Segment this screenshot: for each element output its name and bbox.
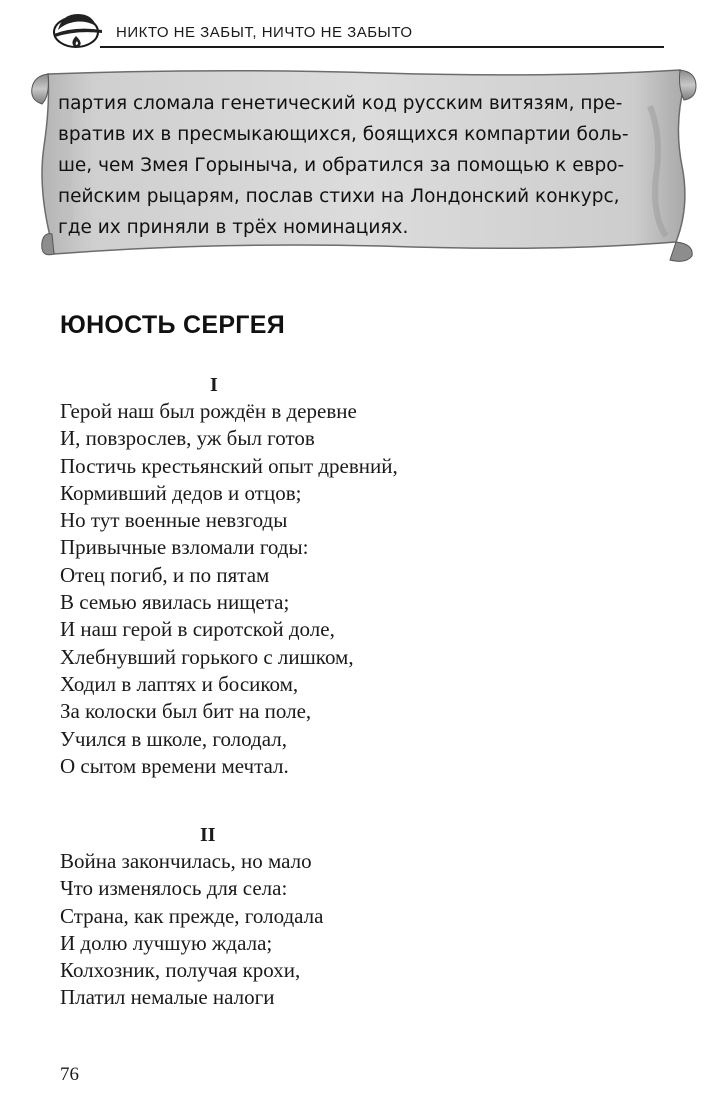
verse-line: Отец погиб, и по пятам	[60, 562, 270, 587]
verse-line: Ходил в лаптях и босиком,	[60, 671, 299, 696]
verse-line: Учился в школе, голодал,	[60, 726, 287, 751]
scroll-line: пейским рыцарям, послав стихи на Лондонский конкурс,	[58, 186, 620, 207]
verse-line: Колхозник, получая крохи,	[60, 958, 301, 983]
scroll-banner	[30, 66, 698, 266]
scroll-text	[58, 88, 666, 243]
verse-line: За колоски был бит на поле,	[60, 699, 312, 724]
verse-line: В семью явилась нищета;	[60, 590, 290, 615]
verse-line: И долю лучшую ждала;	[60, 930, 273, 955]
scroll-line: вратив их в пресмыкающихся, боящихся компартии боль-	[58, 124, 629, 145]
chapter-title: ЮНОСТЬ СЕРГЕЯ	[60, 311, 286, 339]
verse-line: Хлебнувший горького с лишком,	[60, 644, 354, 669]
stanza-1	[60, 372, 560, 780]
verse-line: Страна, как прежде, голодала	[60, 903, 324, 928]
header-title: НИКТО НЕ ЗАБЫТ, НИЧТО НЕ ЗАБЫТО	[116, 24, 413, 41]
verse-line: Но тут военные невзгоды	[60, 508, 288, 533]
stanza-number: I	[210, 374, 218, 396]
verse-line: Постичь крестьянский опыт древний,	[60, 453, 398, 478]
scroll-line: где их приняли в трёх номинациях.	[58, 217, 409, 238]
running-header	[52, 8, 664, 50]
verse-line: Война закончилась, но мало	[60, 849, 312, 873]
helmet-flame-logo-icon	[52, 8, 104, 50]
header-rule	[100, 46, 664, 48]
verse-line: Платил немалые налоги	[60, 985, 275, 1010]
verse-line: Привычные взломали годы:	[60, 535, 309, 560]
verse-line: И наш герой в сиротской доле,	[60, 617, 335, 642]
verse-line: Кормивший дедов и отцов;	[60, 480, 302, 505]
stanza-number: II	[200, 824, 216, 846]
scroll-line: партия сломала генетический код русским витязям, пре-	[58, 93, 623, 114]
verse-line: Герой наш был рождён в деревне	[60, 399, 357, 423]
page-number: 76	[60, 1064, 79, 1085]
verse-line: Что изменялось для села:	[60, 876, 288, 901]
verse-line: И, повзрослев, уж был готов	[60, 426, 315, 451]
stanza-2	[60, 822, 560, 1012]
scroll-line: ше, чем Змея Горыныча, и обратился за помощью к евро-	[58, 155, 625, 176]
verse-line: О сытом времени мечтал.	[60, 753, 289, 778]
